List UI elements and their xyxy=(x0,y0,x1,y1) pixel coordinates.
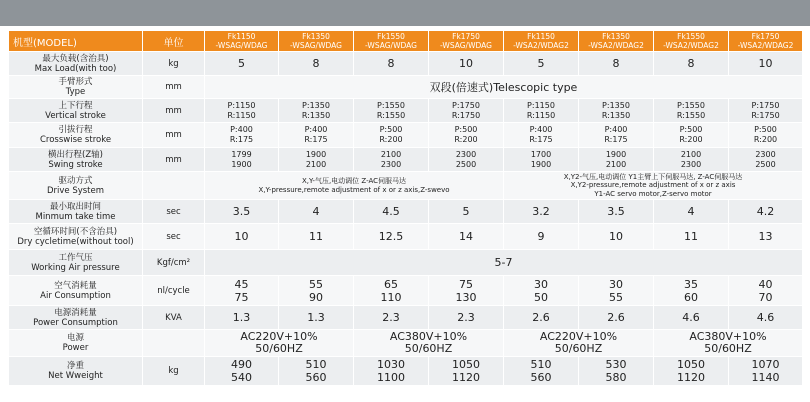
row-crosswise xyxy=(9,123,803,148)
row-weight xyxy=(9,357,803,386)
cell: 1799 1900 xyxy=(205,148,279,172)
cell: P:400 R:175 xyxy=(504,123,579,148)
cell: 14 xyxy=(429,224,504,250)
cell: 3.2 xyxy=(504,200,579,224)
cell: P:400 R:175 xyxy=(279,123,354,148)
model-col-header: Fk1750 -WSAG/WDAG xyxy=(429,31,504,52)
model-header: 机型(MODEL) xyxy=(9,31,143,52)
cell: 12.5 xyxy=(354,224,429,250)
row-air-consumption xyxy=(9,276,803,306)
cell: 1030 1100 xyxy=(354,357,429,386)
model-col-header: Fk1350 -WSAG/WDAG xyxy=(279,31,354,52)
cell: 1900 2100 xyxy=(279,148,354,172)
row-swing xyxy=(9,148,803,172)
cell: 1050 1120 xyxy=(429,357,504,386)
cell: P:500 R:200 xyxy=(654,123,729,148)
cell: 2300 2500 xyxy=(729,148,803,172)
row-label: 净重 Net Wweight xyxy=(9,357,143,386)
row-unit: sec xyxy=(143,224,205,250)
cell: 1.3 xyxy=(279,306,354,330)
cell: 510 560 xyxy=(279,357,354,386)
row-unit: sec xyxy=(143,200,205,224)
cell: P:400 R:175 xyxy=(205,123,279,148)
cell: 10 xyxy=(729,52,803,76)
row-unit xyxy=(143,330,205,357)
cell: 30 50 xyxy=(504,276,579,306)
model-col-header: Fk1350 -WSA2/WDAG2 xyxy=(579,31,654,52)
row-label: 电源消耗量 Power Consumption xyxy=(9,306,143,330)
row-label: 最大负载(含治具) Max Load(with too) xyxy=(9,52,143,76)
cell: 8 xyxy=(579,52,654,76)
cell: 2100 2300 xyxy=(354,148,429,172)
row-label: 最小取出时间 Minmum take time xyxy=(9,200,143,224)
cell: P:1550 R:1550 xyxy=(654,99,729,123)
row-unit: mm xyxy=(143,99,205,123)
header-row xyxy=(9,31,803,52)
model-col-header: Fk1150 -WSAG/WDAG xyxy=(205,31,279,52)
row-vertical xyxy=(9,99,803,123)
cell: 10 xyxy=(205,224,279,250)
cell: 5 xyxy=(205,52,279,76)
cell: 35 60 xyxy=(654,276,729,306)
cell: 3.5 xyxy=(205,200,279,224)
cell: P:1350 R:1350 xyxy=(279,99,354,123)
cell: 10 xyxy=(579,224,654,250)
row-label: 横出行程(Z轴) Swing stroke xyxy=(9,148,143,172)
cell: 30 55 xyxy=(579,276,654,306)
cell: 530 580 xyxy=(579,357,654,386)
row-label: 空循环时间(不含治具) Dry cycletime(without tool) xyxy=(9,224,143,250)
cell: 490 540 xyxy=(205,357,279,386)
cell: 1900 2100 xyxy=(579,148,654,172)
cell: 1700 1900 xyxy=(504,148,579,172)
row-unit: Kgf/cm² xyxy=(143,250,205,276)
model-col-header: Fk1550 -WSA2/WDAG2 xyxy=(654,31,729,52)
drive-right: X,Y2-气压,电动调位 Y1主臂上下伺服马达, Z-AC伺服马达 X,Y2-pressure,remote adjustment of x or z axis Y1-AC servo motor,Z-servo motor xyxy=(504,172,803,200)
top-banner xyxy=(0,0,810,26)
row-air-pressure xyxy=(9,250,803,276)
row-take-time xyxy=(9,200,803,224)
row-label: 工作气压 Working Air pressure xyxy=(9,250,143,276)
row-label: 电源 Power xyxy=(9,330,143,357)
cell: P:1350 R:1350 xyxy=(579,99,654,123)
unit-header: 单位 xyxy=(143,31,205,52)
cell: 11 xyxy=(654,224,729,250)
row-max-load xyxy=(9,52,803,76)
cell: 1070 1140 xyxy=(729,357,803,386)
cell: 40 70 xyxy=(729,276,803,306)
cell: 4 xyxy=(654,200,729,224)
cell: 2100 2300 xyxy=(654,148,729,172)
cell: P:500 R:200 xyxy=(729,123,803,148)
cell: 9 xyxy=(504,224,579,250)
row-type xyxy=(9,76,803,99)
row-dry-cycle xyxy=(9,224,803,250)
cell-span: 5-7 xyxy=(205,250,803,276)
cell: 4.6 xyxy=(729,306,803,330)
cell: 8 xyxy=(279,52,354,76)
cell: 510 560 xyxy=(504,357,579,386)
row-unit: kg xyxy=(143,357,205,386)
cell: 45 75 xyxy=(205,276,279,306)
cell: 5 xyxy=(504,52,579,76)
row-unit: kg xyxy=(143,52,205,76)
cell: 2.6 xyxy=(504,306,579,330)
cell: P:500 R:200 xyxy=(429,123,504,148)
row-drive xyxy=(9,172,803,200)
cell-span: 双段(倍速式)Telescopic type xyxy=(205,76,803,99)
cell: 3.5 xyxy=(579,200,654,224)
cell: 10 xyxy=(429,52,504,76)
cell: 2.3 xyxy=(429,306,504,330)
cell: 4.5 xyxy=(354,200,429,224)
cell: 65 110 xyxy=(354,276,429,306)
row-unit: mm xyxy=(143,148,205,172)
row-label: 引拔行程 Crosswise stroke xyxy=(9,123,143,148)
cell: 55 90 xyxy=(279,276,354,306)
power-cell: AC220V+10% 50/60HZ xyxy=(205,330,354,357)
cell: 4 xyxy=(279,200,354,224)
row-label: 空气消耗量 Air Consumption xyxy=(9,276,143,306)
cell: 8 xyxy=(354,52,429,76)
power-cell: AC220V+10% 50/60HZ xyxy=(504,330,654,357)
row-unit xyxy=(143,172,205,200)
cell: 13 xyxy=(729,224,803,250)
power-cell: AC380V+10% 50/60HZ xyxy=(354,330,504,357)
cell: 1050 1120 xyxy=(654,357,729,386)
power-cell: AC380V+10% 50/60HZ xyxy=(654,330,803,357)
drive-left: X,Y-气压,电动调位 Z-AC伺服马达 X,Y-pressure,remote adjustment of x or z axis,Z-swevo xyxy=(205,172,504,200)
cell: 2.6 xyxy=(579,306,654,330)
cell: P:400 R:175 xyxy=(579,123,654,148)
row-unit: mm xyxy=(143,76,205,99)
row-power xyxy=(9,330,803,357)
row-unit: mm xyxy=(143,123,205,148)
cell: 2300 2500 xyxy=(429,148,504,172)
cell: 2.3 xyxy=(354,306,429,330)
cell: 1.3 xyxy=(205,306,279,330)
row-label: 驱动方式 Drive System xyxy=(9,172,143,200)
spec-table xyxy=(8,30,803,386)
cell: P:1750 R:1750 xyxy=(729,99,803,123)
cell: 75 130 xyxy=(429,276,504,306)
cell: 8 xyxy=(654,52,729,76)
cell: 4.2 xyxy=(729,200,803,224)
model-col-header: Fk1550 -WSAG/WDAG xyxy=(354,31,429,52)
cell: 4.6 xyxy=(654,306,729,330)
cell: 5 xyxy=(429,200,504,224)
cell: P:1550 R:1550 xyxy=(354,99,429,123)
cell: P:500 R:200 xyxy=(354,123,429,148)
row-label: 上下行程 Vertical stroke xyxy=(9,99,143,123)
cell: P:1750 R:1750 xyxy=(429,99,504,123)
cell: 11 xyxy=(279,224,354,250)
cell: P:1150 R:1150 xyxy=(205,99,279,123)
row-power-consumption xyxy=(9,306,803,330)
model-col-header: Fk1150 -WSA2/WDAG2 xyxy=(504,31,579,52)
cell: P:1150 R:1150 xyxy=(504,99,579,123)
row-unit: nl/cycle xyxy=(143,276,205,306)
model-col-header: Fk1750 -WSA2/WDAG2 xyxy=(729,31,803,52)
row-label: 手臂形式 Type xyxy=(9,76,143,99)
row-unit: KVA xyxy=(143,306,205,330)
